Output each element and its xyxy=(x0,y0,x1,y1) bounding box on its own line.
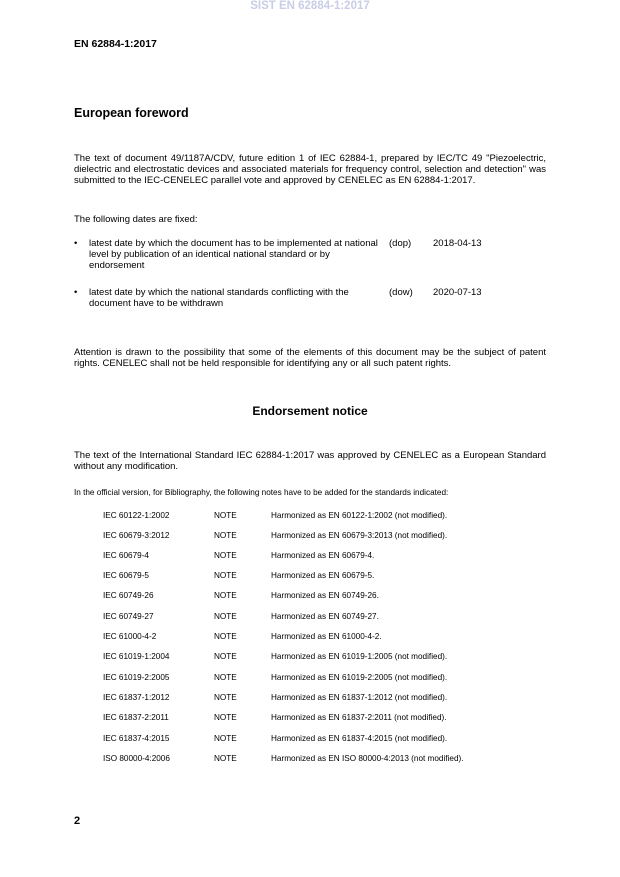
date-item-date: 2020-07-13 xyxy=(433,287,482,298)
page-number: 2 xyxy=(74,815,81,827)
table-row xyxy=(0,632,620,646)
standard-ref: ISO 80000-4:2006 xyxy=(103,754,170,763)
date-item-code: (dow) xyxy=(389,287,413,298)
date-item-code: (dop) xyxy=(389,238,412,249)
bullet-marker: • xyxy=(74,238,78,249)
note-label: NOTE xyxy=(214,571,237,580)
watermark: SIST EN 62884-1:2017 xyxy=(250,0,370,12)
note-text: Harmonized as EN 61019-2:2005 (not modified). xyxy=(271,673,448,682)
patent-attention-paragraph: Attention is drawn to the possibility that some of the elements of this document may be the subject of patent rights. CENELEC shall not be held responsible for identifying any or all such patent rights. xyxy=(74,347,546,370)
note-text: Harmonized as EN 60122-1:2002 (not modified). xyxy=(271,511,448,520)
foreword-intro-paragraph: The text of document 49/1187A/CDV, future edition 1 of IEC 62884-1, prepared by IEC/TC 49 "Piezoelectric, dielectric and electrostatic devices and associated materials for frequency control, selection and detection" was submitted to the IEC-CENELEC parallel vote and approved by CENELEC as EN 62884-1:2017. xyxy=(74,153,546,187)
note-text: Harmonized as EN 61019-1:2005 (not modified). xyxy=(271,652,448,661)
standard-ref: IEC 61019-1:2004 xyxy=(103,652,170,661)
document-id: EN 62884-1:2017 xyxy=(74,38,157,50)
note-text: Harmonized as EN 61837-4:2015 (not modified). xyxy=(271,734,448,743)
note-text: Harmonized as EN 60679-3:2013 (not modified). xyxy=(271,531,448,540)
note-text: Harmonized as EN 60679-4. xyxy=(271,551,375,560)
note-label: NOTE xyxy=(214,632,237,641)
table-row xyxy=(0,511,620,525)
table-row xyxy=(0,612,620,626)
table-row xyxy=(0,652,620,666)
note-text: Harmonized as EN 61837-2:2011 (not modified). xyxy=(271,713,447,722)
endorsement-paragraph: The text of the International Standard IEC 62884-1:2017 was approved by CENELEC as a European Standard without any modification. xyxy=(74,450,546,473)
bibliography-note-intro: In the official version, for Bibliography, the following notes have to be added for the standards indicated: xyxy=(74,488,449,497)
note-label: NOTE xyxy=(214,511,237,520)
note-label: NOTE xyxy=(214,693,237,702)
standard-ref: IEC 61000-4-2 xyxy=(103,632,157,641)
table-row xyxy=(0,713,620,727)
foreword-heading: European foreword xyxy=(74,106,189,120)
table-row xyxy=(0,531,620,545)
note-label: NOTE xyxy=(214,713,237,722)
note-label: NOTE xyxy=(214,652,237,661)
endorsement-heading: Endorsement notice xyxy=(252,404,368,418)
standard-ref: IEC 60749-26 xyxy=(103,591,154,600)
standard-ref: IEC 60749-27 xyxy=(103,612,154,621)
standard-ref: IEC 61019-2:2005 xyxy=(103,673,170,682)
standard-ref: IEC 61837-4:2015 xyxy=(103,734,170,743)
standard-ref: IEC 61837-1:2012 xyxy=(103,693,170,702)
note-label: NOTE xyxy=(214,591,237,600)
note-label: NOTE xyxy=(214,531,237,540)
date-item-text: latest date by which the national standards conflicting with the document have to be withdrawn xyxy=(89,287,349,310)
table-row xyxy=(0,591,620,605)
table-row xyxy=(0,551,620,565)
dates-intro: The following dates are fixed: xyxy=(74,214,198,225)
standard-ref: IEC 61837-2:2011 xyxy=(103,713,169,722)
note-label: NOTE xyxy=(214,673,237,682)
note-text: Harmonized as EN 60749-27. xyxy=(271,612,379,621)
table-row xyxy=(0,693,620,707)
standard-ref: IEC 60122-1:2002 xyxy=(103,511,170,520)
note-label: NOTE xyxy=(214,551,237,560)
date-item-text: latest date by which the document has to be implemented at national level by publication of an identical national standard or by endorsement xyxy=(89,238,378,272)
standard-ref: IEC 60679-5 xyxy=(103,571,149,580)
standard-ref: IEC 60679-4 xyxy=(103,551,149,560)
note-text: Harmonized as EN 61837-1:2012 (not modified). xyxy=(271,693,448,702)
table-row xyxy=(0,734,620,748)
note-label: NOTE xyxy=(214,754,237,763)
note-text: Harmonized as EN 61000-4-2. xyxy=(271,632,382,641)
table-row xyxy=(0,673,620,687)
table-row xyxy=(0,754,620,768)
table-row xyxy=(0,571,620,585)
note-text: Harmonized as EN 60749-26. xyxy=(271,591,379,600)
standard-ref: IEC 60679-3:2012 xyxy=(103,531,170,540)
note-label: NOTE xyxy=(214,612,237,621)
bullet-marker: • xyxy=(74,287,78,298)
note-text: Harmonized as EN 60679-5. xyxy=(271,571,375,580)
date-item-date: 2018-04-13 xyxy=(433,238,482,249)
note-text: Harmonized as EN ISO 80000-4:2013 (not modified). xyxy=(271,754,464,763)
note-label: NOTE xyxy=(214,734,237,743)
